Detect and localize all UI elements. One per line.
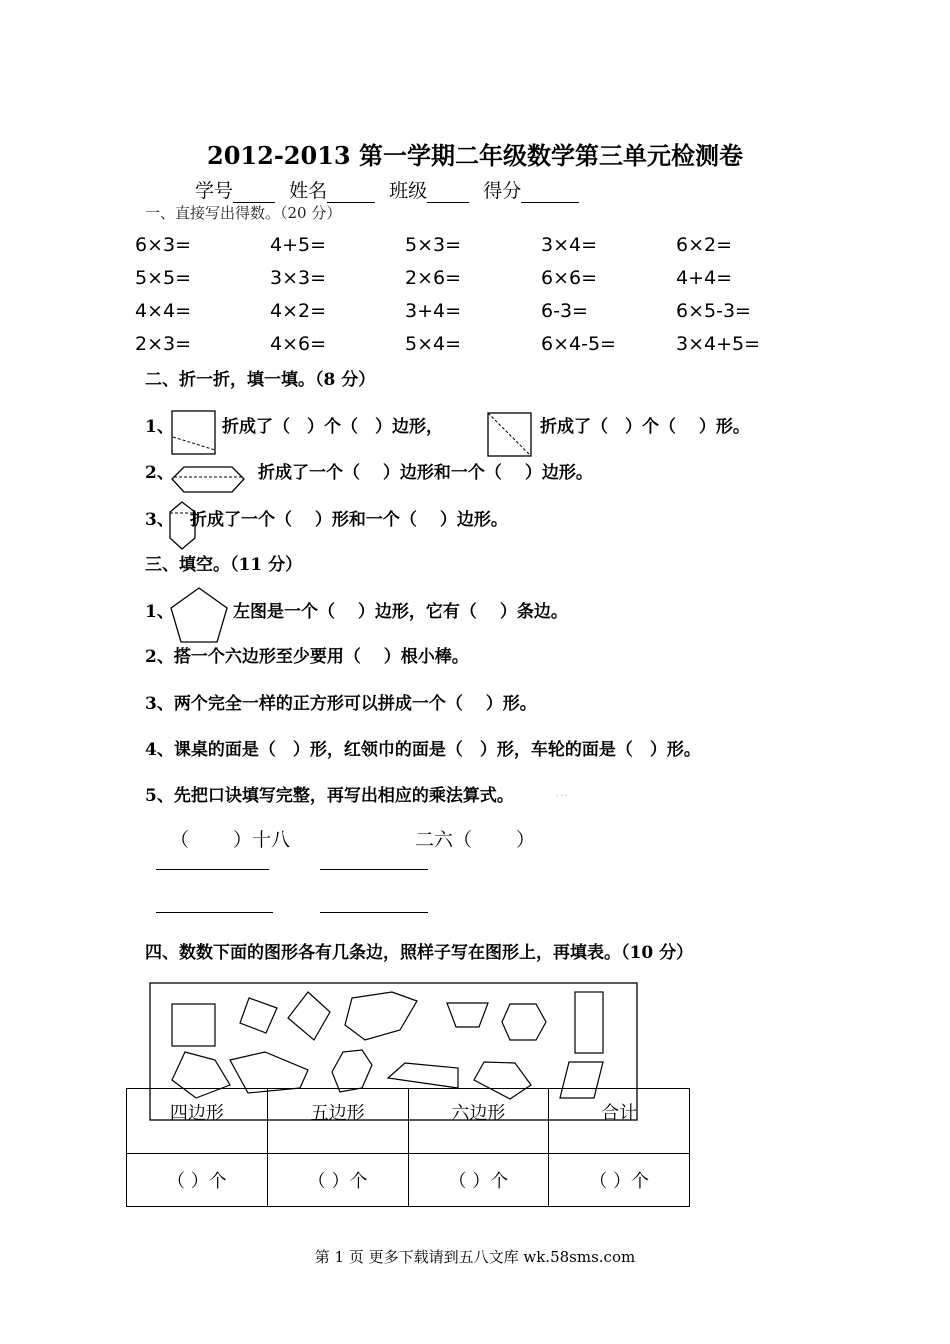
fold-question-1b: 折成了（ ）个（ ）形。 [540,417,750,437]
fill-question-2: 2、搭一个六边形至少要用（ ）根小棒。 [145,647,469,667]
calc-item: 2×3= [135,333,192,355]
folded-hexagon-figure [170,465,246,495]
calc-item: 5×3= [405,234,462,256]
page-title: 2012-2013 第一学期二年级数学第三单元检测卷 [207,141,743,170]
table-header: 五边形 [267,1089,408,1154]
fold-question-2: 折成了一个（ ）边形和一个（ ）边形。 [258,463,593,483]
calc-item: 5×4= [405,333,462,355]
section1-heading: 一、直接写出得数。（20 分） [145,204,342,222]
table-answer-cell[interactable]: （ ）个 [127,1154,268,1207]
page-footer: 第 1 页 更多下载请到五八文库 wk.58sms.com [314,1248,636,1266]
score-label: 得分 [483,180,522,202]
name-label: 姓名 [289,180,328,202]
class-blank[interactable] [427,182,469,203]
fill-question-4: 4、课桌的面是（ ）形，红领巾的面是（ ）形，车轮的面是（ ）形。 [145,740,701,760]
folded-square-diagonal-figure [487,412,533,458]
trapezoid-shape [447,1003,488,1027]
q-number: 2、 [145,463,174,483]
calc-item: 6×5-3= [676,300,751,322]
hexagon-irregular-shape [345,992,417,1040]
hexagon-shape [502,1004,546,1040]
pentagon-figure [168,586,230,646]
student-no-blank[interactable] [233,182,275,203]
fold-question-3: 折成了一个（ ）形和一个（ ）边形。 [190,510,508,530]
quadrilateral-long-shape [388,1063,458,1088]
answer-line[interactable] [320,869,428,870]
rotated-square-shape [240,998,277,1033]
score-blank[interactable] [521,182,579,203]
fold-question-1a: 折成了（ ）个（ ）边形， [222,417,443,437]
fill-question-1: 左图是一个（ ）边形，它有（ ）条边。 [233,602,568,622]
calc-item: 3×3= [270,267,327,289]
rhyme-a: （ ）十八 [170,829,291,851]
calc-item: 4×4= [135,300,192,322]
table-answer-cell[interactable]: （ ）个 [267,1154,408,1207]
answer-line[interactable] [320,912,428,913]
section4-heading: 四、数数下面的图形各有几条边，照样子写在图形上，再填表。（10 分） [145,943,694,963]
calc-item: 2×6= [405,267,462,289]
fill-question-5: 5、先把口诀填写完整，再写出相应的乘法算式。 [145,786,514,806]
tally-table [126,1088,690,1207]
quadrilateral-shape [288,992,330,1040]
calc-item: 4×2= [270,300,327,322]
hexagon-small-shape [332,1050,372,1092]
calc-item: 4+4= [676,267,733,289]
calc-item: 6-3= [541,300,588,322]
table-answer-cell[interactable]: （ ）个 [408,1154,549,1207]
calc-item: 3×4= [541,234,598,256]
q-number: 1、 [145,417,174,437]
folded-square-figure [171,410,217,456]
calc-item: 3×4+5= [676,333,761,355]
rhyme-b: 二六（ ） [415,829,536,851]
q-number: 3、 [145,510,174,530]
student-no-label: 学号 [195,180,234,202]
faint-watermark-text: ... [555,784,569,800]
calc-item: 6×2= [676,234,733,256]
calc-item: 4×6= [270,333,327,355]
table-header: 四边形 [127,1089,268,1154]
calc-item: 4+5= [270,234,327,256]
rectangle-shape [575,992,603,1053]
pentagon-long-shape [230,1052,308,1093]
calc-item: 6×6= [541,267,598,289]
fill-question-3: 3、两个完全一样的正方形可以拼成一个（ ）形。 [145,694,537,714]
table-header: 合计 [549,1089,690,1154]
calc-item: 3+4= [405,300,462,322]
q-number: 1、 [145,602,174,622]
calc-item: 5×5= [135,267,192,289]
name-blank[interactable] [327,182,375,203]
table-answer-cell[interactable]: （ ）个 [549,1154,690,1207]
square-shape [172,1004,215,1046]
class-label: 班级 [389,180,428,202]
answer-line[interactable] [156,869,269,870]
section3-heading: 三、填空。（11 分） [145,555,303,575]
section2-heading: 二、折一折，填一填。（8 分） [145,370,376,390]
answer-line[interactable] [156,912,273,913]
calc-item: 6×3= [135,234,192,256]
calc-item: 6×4-5= [541,333,616,355]
student-info-line [195,176,587,203]
table-header: 六边形 [408,1089,549,1154]
